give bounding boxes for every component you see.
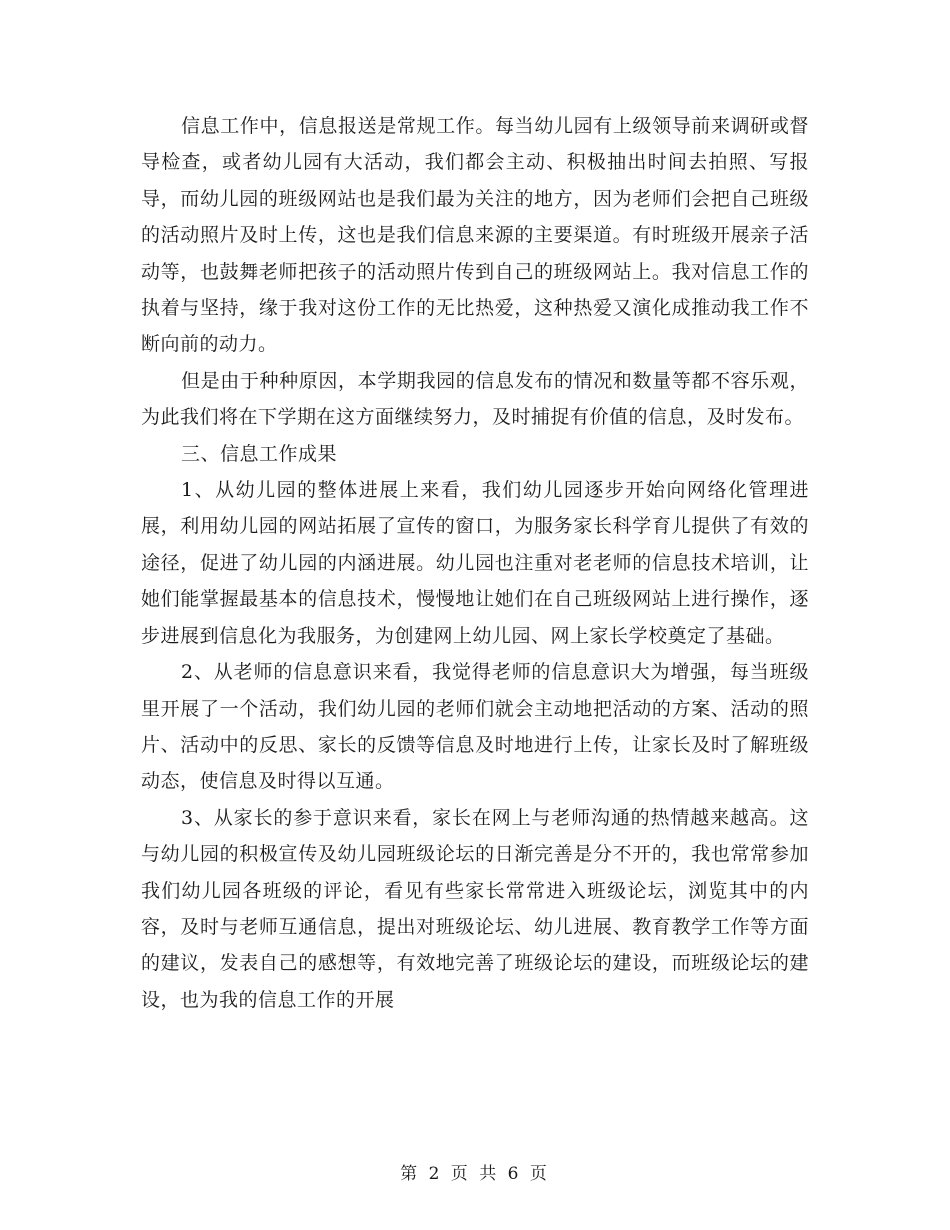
paragraph-current-situation: 但是由于种种原因，本学期我园的信息发布的情况和数量等都不容乐观，为此我们将在下学期在这方面继续努力，及时捕捉有价值的信息，及时发布。 bbox=[141, 369, 809, 429]
section-heading-results: 三、信息工作成果 bbox=[181, 442, 338, 465]
paragraph-result-3: 3、从家长的参于意识来看，家长在网上与老师沟通的热情越来越高。这与幼儿园的积极宣传及幼儿园班级论坛的日渐完善是分不开的，我也常常参加我们幼儿园各班级的评论，看见有些家长常常进入班级论坛，浏览其中的内容，及时与老师互通信息，提出对班级论坛、幼儿进展、教育教学工作等方面的建议，发表自己的感想等，有效地完善了班级论坛的建设，而班级论坛的建设，也为我的信息工作的开展 bbox=[141, 806, 809, 1011]
document-body bbox=[141, 108, 809, 1018]
page-number-footer: 第 2 页 共 6 页 bbox=[400, 1164, 550, 1184]
paragraph-info-reporting: 信息工作中，信息报送是常规工作。每当幼儿园有上级领导前来调研或督导检查，或者幼儿园有大活动，我们都会主动、积极抽出时间去拍照、写报导，而幼儿园的班级网站也是我们最为关注的地方，因为老师们会把自己班级的活动照片及时上传，这也是我们信息来源的主要渠道。有时班级开展亲子活动等，也鼓舞老师把孩子的活动照片传到自己的班级网站上。我对信息工作的执着与坚持，缘于我对这份工作的无比热爱，这种热爱又演化成推动我工作不断向前的动力。 bbox=[141, 115, 809, 356]
paragraph-result-1: 1、从幼儿园的整体进展上来看，我们幼儿园逐步开始向网络化管理进展，利用幼儿园的网站拓展了宣传的窗口，为服务家长科学育儿提供了有效的途径，促进了幼儿园的内涵进展。幼儿园也注重对老老师的信息技术培训，让她们能掌握最基本的信息技术，慢慢地让她们在自己班级网站上进行操作，逐步进展到信息化为我服务，为创建网上幼儿园、网上家长学校奠定了基础。 bbox=[141, 479, 809, 647]
paragraph-result-2: 2、从老师的信息意识来看，我觉得老师的信息意识大为增强，每当班级里开展了一个活动，我们幼儿园的老师们就会主动地把活动的方案、活动的照片、活动中的反思、家长的反馈等信息及时地进行上传，让家长及时了解班级动态，使信息及时得以互通。 bbox=[141, 661, 809, 793]
